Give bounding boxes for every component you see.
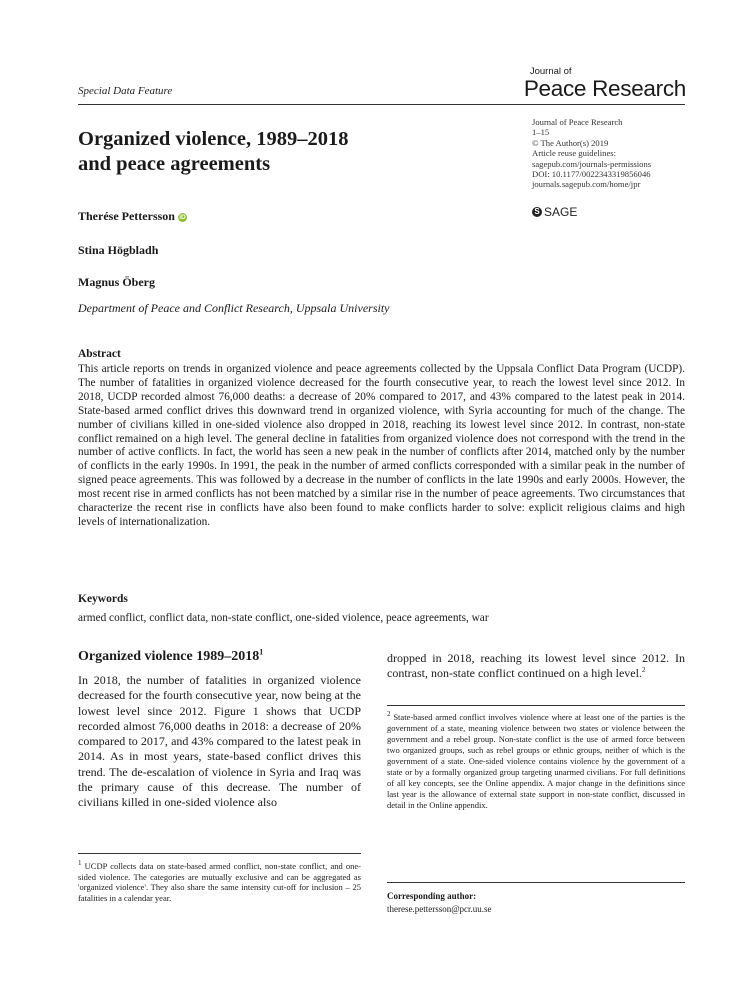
footnote-1-mark: 1 bbox=[78, 859, 82, 868]
header-rule bbox=[78, 104, 685, 105]
section-title bbox=[78, 649, 263, 665]
footnote-ref-2[interactable]: 2 bbox=[641, 666, 646, 675]
keywords-heading: Keywords bbox=[78, 593, 128, 605]
footnote-rule bbox=[78, 853, 361, 854]
meta-journal: Journal of Peace Research bbox=[532, 117, 623, 127]
article-title bbox=[78, 127, 408, 177]
corresponding-author-email[interactable]: therese.pettersson@pcr.uu.se bbox=[387, 904, 492, 914]
sage-logo bbox=[532, 205, 577, 219]
footnote-1 bbox=[78, 861, 361, 903]
footnote-2-text: State-based armed conflict involves violence where at least one of the parties is the government of a state, meaning violence between two states or violence between the government and a rebel group. Non-state conflict is the use of armed force between two organized groups, such as rebel groups or ethnic groups, neither of which is the government of a state. One-sided violence contains violence by the government of a state or by a formally organized group targeting unarmed civilians. For full definitions of all key concepts, see the Online appendix. A major change in the definitions since last year is the allowance of external state support in non-state conflict, discussed in detail in the Online appendix. bbox=[387, 712, 685, 810]
journal-logo-big: Peace Research bbox=[523, 76, 686, 101]
section-title-text: Organized violence 1989–2018 bbox=[78, 649, 260, 664]
meta-pages: 1–15 bbox=[532, 127, 550, 138]
keywords-text: armed conflict, conflict data, non-state conflict, one-sided violence, peace agreements, war bbox=[78, 612, 489, 624]
author-1 bbox=[78, 209, 187, 224]
abstract-heading: Abstract bbox=[78, 348, 121, 360]
body-column-1: In 2018, the number of fatalities in organized violence decreased for the fourth consecutive year, now being at the lowest level since 2012. Figure 1 shows that UCDP recorded almost 76,000 deaths in 2018: a decrease of 20% compared to 2017, and 43% compared to the latest peak in 2014. As in most years, state-based conflict drives this trend. The de-escalation of violence in Syria and Iraq was the primary cause of this decrease. The number of civilians killed in one-sided violence also bbox=[78, 673, 361, 810]
body-column-2-text: dropped in 2018, reaching its lowest level since 2012. In contrast, non-state conflict continued on a high level. bbox=[387, 651, 685, 681]
footnote-2-mark: 2 bbox=[387, 710, 391, 719]
body-column-2 bbox=[387, 651, 685, 682]
correspondence-rule bbox=[387, 882, 685, 883]
footnote-1-text: UCDP collects data on state-based armed conflict, non-state conflict, and one-sided violence. The categories are mutually exclusive and can be aggregated as 'organized violence'. They also share the same intensity cut-off for inclusion – 25 fatalities in a calendar year. bbox=[78, 861, 361, 903]
meta-journal-link[interactable]: journals.sagepub.com/home/jpr bbox=[532, 179, 641, 190]
author-name: Therése Pettersson bbox=[78, 209, 175, 223]
title-line-1: Organized violence, 1989–2018 bbox=[78, 128, 349, 150]
meta-reuse: Article reuse guidelines: bbox=[532, 148, 616, 159]
title-line-2: and peace agreements bbox=[78, 153, 271, 175]
abstract-text: This article reports on trends in organized violence and peace agreements collected by the Uppsala Conflict Data Program (UCDP). The number of fatalities in organized violence decreased for the fourth consecutive year, to reach the lowest level since 2012. In 2018, UCDP recorded almost 76,000 deaths: a decrease of 20% compared to 2017, and 43% compared to the latest peak in 2014. State-based armed conflict drives this downward trend in organized violence, with Syria accounting for much of the change. The number of civilians killed in one-sided violence also dropped in 2018, reaching its lowest level since 2012. In contrast, non-state conflict remained on a high level. The general decline in fatalities from organized violence does not correspond with the trend in the number of active conflicts. In fact, the world has seen a new peak in the number of conflicts after 2014, matched only by the number of conflicts in the early 1990s. In 1991, the peak in the number of armed conflicts corresponded with a similar peak in the number of signed peace agreements. This was followed by a decrease in the number of conflicts in the late 1990s and early 2000s. However, the most recent rise in armed conflicts has not been matched by a similar rise in the number of peace agreements. Two circumstances that characterize the recent rise in conflicts have also been found to make conflicts harder to solve: explicit religious claims and high levels of internationalization. bbox=[78, 363, 685, 528]
journal-logo bbox=[524, 67, 686, 100]
footnote-ref-1[interactable]: 1 bbox=[259, 647, 264, 657]
affiliation: Department of Peace and Conflict Research, Uppsala University bbox=[78, 301, 390, 315]
footnote-2 bbox=[387, 712, 685, 811]
sage-logo-icon: S bbox=[532, 207, 542, 217]
footnote-rule bbox=[387, 705, 685, 706]
meta-doi[interactable]: DOI: 10.1177/0022343319856046 bbox=[532, 169, 651, 180]
corresponding-author-heading: Corresponding author: bbox=[387, 891, 477, 901]
feature-label: Special Data Feature bbox=[78, 85, 173, 97]
author-name: Stina Högbladh bbox=[78, 243, 159, 257]
author-2 bbox=[78, 243, 158, 258]
journal-logo-small: Journal of bbox=[529, 66, 572, 77]
meta-permissions-link[interactable]: sagepub.com/journals-permissions bbox=[532, 158, 652, 169]
article-meta bbox=[532, 117, 692, 190]
orcid-icon[interactable]: iD bbox=[179, 214, 186, 221]
author-name: Magnus Öberg bbox=[78, 275, 156, 289]
meta-copyright: © The Author(s) 2019 bbox=[532, 137, 609, 148]
author-3 bbox=[78, 275, 155, 290]
sage-logo-text: SAGE bbox=[544, 205, 578, 219]
